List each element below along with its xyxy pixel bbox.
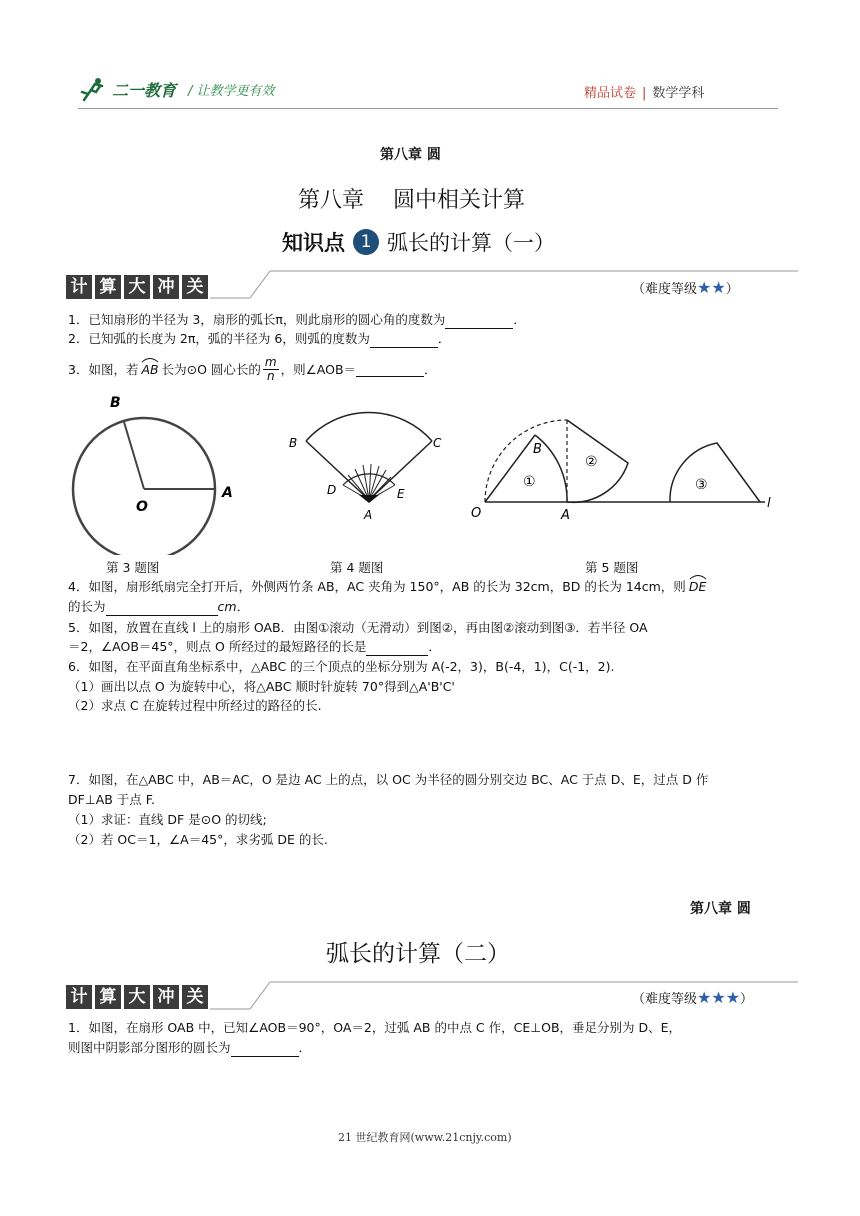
section1-banner: [66, 275, 211, 299]
section1-difficulty: [632, 278, 739, 297]
difficulty-close: ）: [740, 992, 754, 1007]
difficulty-open: （难度等级: [632, 282, 698, 297]
fig5-circle-3: ③: [695, 477, 708, 493]
slogan: / 让教学更有效: [188, 83, 275, 99]
q1-end: ．: [513, 312, 526, 327]
difficulty-close: ）: [725, 282, 739, 297]
header-subject: 数学学科: [652, 86, 705, 101]
caption-fig3: 第 3 题图: [106, 560, 160, 575]
answer-blank[interactable]: [231, 1042, 299, 1057]
kp-number-badge: 1: [353, 229, 379, 255]
q4-text-b: 的长为: [68, 599, 106, 614]
figure-4: [285, 395, 455, 525]
fig3-label-a: A: [222, 485, 233, 501]
answer-blank[interactable]: [366, 641, 428, 656]
fig4-label-e: E: [397, 487, 405, 501]
section2-difficulty: [632, 988, 753, 1007]
section2-banner: [66, 985, 211, 1009]
arc-mark-icon: [689, 574, 707, 580]
caption-fig5: 第 5 题图: [585, 560, 639, 575]
arc-de: DE: [689, 578, 707, 596]
question-4-line2: [68, 598, 249, 616]
header-divider: [78, 108, 778, 109]
q2-end: ．: [437, 331, 451, 346]
question-1: [68, 311, 526, 329]
fig3-label-b: B: [110, 395, 121, 411]
fraction-m-n: m n: [264, 355, 277, 383]
q4-unit: cm．: [217, 599, 250, 614]
section2-chapter: 第八章 圆: [690, 901, 751, 917]
fig5-label-b: B: [533, 442, 542, 457]
question-5-line2: [68, 638, 441, 656]
q3-text-c: ，则∠AOB＝: [280, 361, 357, 377]
banner-char: 计: [66, 985, 92, 1009]
q3-end: ．: [424, 361, 437, 377]
question-4-line1: [68, 578, 706, 596]
banner-char: 冲: [153, 985, 179, 1009]
question-2: [68, 330, 450, 348]
s2q1-end: ．: [298, 1040, 312, 1055]
question-6-line3: （2）求点 C 在旋转过程中所经过的路径的长.: [68, 698, 322, 713]
arc-ab: AB: [141, 361, 158, 379]
question-5-line1: 5．如图，放置在直线 l 上的扇形 OAB．由图①滚动（无滑动）到图②，再由图②滚动到图③．若半径 OA: [68, 620, 648, 635]
fig4-label-b: B: [289, 436, 298, 450]
answer-blank[interactable]: [356, 362, 424, 377]
header-paper-type: 精品试卷: [584, 86, 637, 101]
figure-3: [60, 385, 250, 555]
fig5-label-o: O: [471, 506, 482, 521]
banner-char: 关: [182, 275, 208, 299]
star-icon: ★★: [697, 278, 726, 297]
fig4-label-d: D: [327, 483, 337, 497]
fig5-label-l: l: [767, 496, 771, 511]
q2-text: 2．已知弧的长度为 2π，弧的半径为 6，则弧的度数为: [68, 331, 370, 346]
q5-end: ．: [428, 639, 441, 654]
star-icon: ★★★: [697, 988, 741, 1007]
header-separator: |: [642, 86, 647, 101]
question-6-line1: 6．如图，在平面直角坐标系中，△ABC 的三个顶点的坐标分别为 A(-2，3)，B(-4，1)，C(-1，2).: [68, 659, 615, 674]
banner-char: 算: [95, 985, 121, 1009]
banner-char: 冲: [153, 275, 179, 299]
fig3-label-o: O: [136, 499, 148, 515]
knowledge-point-title: [282, 227, 555, 257]
fig5-circle-2: ②: [585, 454, 598, 470]
logo-text: 二一教育: [112, 80, 177, 100]
difficulty-open: （难度等级: [632, 992, 698, 1007]
caption-fig4: 第 4 题图: [330, 560, 384, 575]
banner-char: 计: [66, 275, 92, 299]
section1-title: 第八章 圆中相关计算: [298, 188, 525, 213]
section2-title: 弧长的计算（二）: [326, 941, 510, 967]
section1-chapter: 第八章 圆: [380, 147, 441, 163]
question-7-line2: DF⊥AB 于点 F.: [68, 792, 155, 807]
figure-5: [465, 405, 795, 525]
section2-question-1-line2: [68, 1039, 311, 1057]
runner-logo-icon: [78, 76, 108, 102]
question-7-line3: （1）求证：直线 DF 是⊙O 的切线;: [68, 812, 267, 827]
question-7-line4: （2）若 OC＝1，∠A＝45°，求劣弧 DE 的长.: [68, 832, 328, 847]
header-logo: [78, 76, 275, 102]
banner-char: 大: [124, 985, 150, 1009]
kp-title: 弧长的计算（一）: [387, 231, 555, 255]
section2-question-1-line1: 1．如图，在扇形 OAB 中，已知∠AOB＝90°，OA＝2，过弧 AB 的中点 C 作，CE⊥OB，垂足分别为 D、E，: [68, 1020, 682, 1035]
question-6-line2: （1）画出以点 O 为旋转中心，将△ABC 顺时针旋转 70°得到△A'B'C': [68, 679, 455, 694]
answer-blank[interactable]: [445, 314, 513, 329]
banner-char: 大: [124, 275, 150, 299]
answer-blank[interactable]: [106, 601, 218, 616]
kp-prefix: 知识点: [282, 231, 345, 255]
q1-text: 1．已知扇形的半径为 3，扇形的弧长π，则此扇形的圆心角的度数为: [68, 312, 446, 327]
q5-text: ＝2，∠AOB＝45°，则点 O 所经过的最短路径的长是: [68, 639, 367, 654]
question-7-line1: 7．如图，在△ABC 中，AB＝AC，O 是边 AC 上的点，以 OC 为半径的圆分别交边 BC、AC 于点 D、E，过点 D 作: [68, 772, 709, 787]
s2q1-text: 则图中阴影部分图形的圆长为: [68, 1040, 231, 1055]
banner-char: 关: [182, 985, 208, 1009]
answer-blank[interactable]: [370, 333, 438, 348]
fig5-circle-1: ①: [523, 474, 536, 490]
page-footer: 21 世纪教育网(www.21cnjy.com): [338, 1131, 512, 1144]
banner-char: 算: [95, 275, 121, 299]
fig4-label-a: A: [364, 508, 373, 522]
fig5-label-a: A: [561, 508, 570, 523]
header-right: [584, 82, 704, 101]
q3-text-b: 长为⊙O 圆心长的: [161, 361, 261, 377]
question-3: [68, 356, 437, 383]
q3-text-a: 3．如图，若: [68, 361, 139, 377]
fig4-label-c: C: [433, 436, 442, 450]
arc-mark-icon: [141, 357, 159, 363]
q4-text-a: 4．如图，扇形纸扇完全打开后，外侧两竹条 AB，AC 夹角为 150°，AB 的长为 32cm，BD 的长为 14cm，则: [68, 579, 686, 594]
